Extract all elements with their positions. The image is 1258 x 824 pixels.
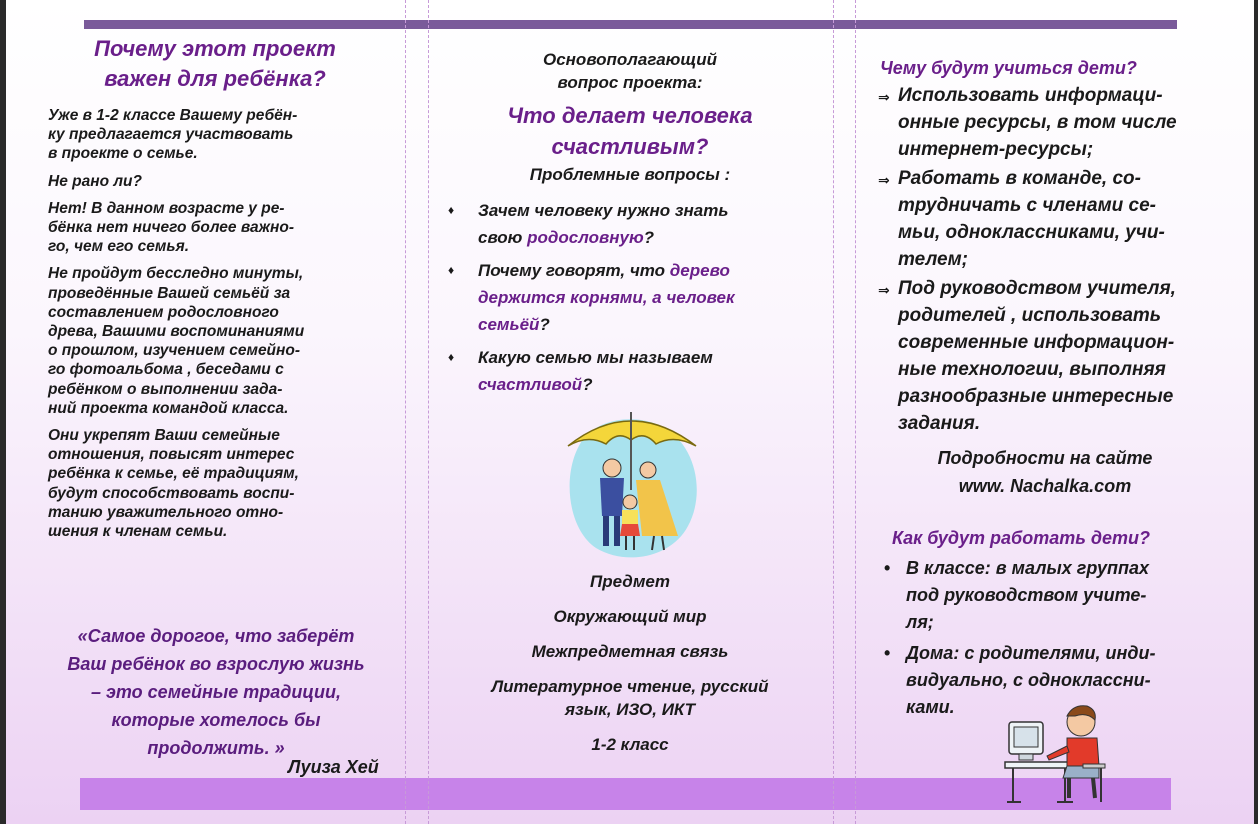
quote-line: Ваш ребёнок во взрослую жизнь bbox=[67, 654, 365, 674]
text-line: Они укрепят Ваши семейные bbox=[48, 427, 280, 445]
list-item bbox=[878, 555, 1208, 636]
text-line: онные ресурсы, в том числе bbox=[898, 112, 1177, 133]
window-frame-right bbox=[1254, 0, 1258, 824]
problem-questions-title: Проблемные вопросы : bbox=[529, 165, 731, 184]
text-line: Не пройдут бесследно минуты, bbox=[48, 265, 304, 283]
grade-level: 1-2 класс bbox=[591, 735, 669, 754]
top-decorative-bar bbox=[84, 20, 1177, 29]
text-line: го, чем его семья. bbox=[48, 238, 190, 256]
text-segment: ? bbox=[582, 375, 593, 394]
text-line: интернет-ресурсы; bbox=[898, 139, 1094, 160]
text-line: Работать в команде, со- bbox=[898, 168, 1141, 189]
text-line: Не рано ли? bbox=[48, 172, 142, 190]
quote-author: Луиза Хей bbox=[288, 757, 379, 777]
website-link[interactable]: www. Nachalka.com bbox=[958, 476, 1132, 496]
text-line: ний проекта командой класса. bbox=[48, 399, 289, 417]
text-line: Под руководством учителя, bbox=[898, 278, 1176, 299]
text-line: го фотоальбома , беседами с bbox=[48, 361, 284, 379]
text-line: Какую семью мы называем bbox=[478, 348, 713, 367]
work-format-title: Как будут работать дети? bbox=[892, 528, 1151, 548]
list-item bbox=[448, 257, 808, 338]
text-segment: свою bbox=[478, 228, 528, 247]
highlight-word: дерево bbox=[669, 261, 730, 280]
text-line: видуально, с одноклассни- bbox=[906, 670, 1151, 690]
arrow-icon: ⇒ bbox=[878, 89, 890, 105]
text-line: В классе: в малых группах bbox=[906, 558, 1149, 578]
quote-line: «Самое дорогое, что заберёт bbox=[77, 626, 355, 646]
learning-goals-list bbox=[878, 82, 1208, 439]
highlight-word: счастливой bbox=[478, 375, 583, 394]
quote-line: продолжить. » bbox=[147, 738, 285, 758]
website-label: Подробности на сайте bbox=[937, 448, 1153, 468]
text-segment: Почему говорят, что bbox=[478, 261, 670, 280]
intro-line: Основополагающий bbox=[542, 50, 718, 69]
text-line: современные информацион- bbox=[898, 332, 1175, 353]
text-line: родителей , использовать bbox=[898, 305, 1162, 326]
text-line: древа, Вашими воспоминаниями bbox=[48, 323, 305, 341]
text-line: Использовать информаци- bbox=[898, 85, 1163, 106]
interdisciplinary-label: Межпредметная связь bbox=[531, 642, 729, 661]
text-line: будут способствовать воспи- bbox=[48, 484, 295, 502]
text-line: Дома: с родителями, инди- bbox=[906, 643, 1156, 663]
text-line: мьи, одноклассниками, учи- bbox=[898, 222, 1165, 243]
text-line: ребёнка к семье, её традициям, bbox=[48, 465, 299, 483]
text-line: трудничать с членами се- bbox=[898, 195, 1157, 216]
list-item bbox=[878, 82, 1208, 163]
learning-goals-title: Чему будут учиться дети? bbox=[880, 58, 1137, 78]
diamond-bullet-icon: ♦ bbox=[448, 350, 455, 364]
text-line: разнообразные интересные bbox=[898, 386, 1174, 407]
text-line: задания. bbox=[898, 413, 981, 434]
text-line: Нет! В данном возрасте у ре- bbox=[48, 199, 285, 217]
diamond-bullet-icon: ♦ bbox=[448, 263, 455, 277]
highlight-phrase: держится корнями, а человек bbox=[478, 288, 735, 307]
text-line: под руководством учите- bbox=[906, 585, 1147, 605]
interdisciplinary-value bbox=[430, 675, 830, 721]
fold-line bbox=[428, 0, 429, 824]
fold-line bbox=[855, 0, 856, 824]
subject-info bbox=[430, 570, 830, 768]
key-question bbox=[430, 100, 830, 162]
arrow-icon: ⇒ bbox=[878, 172, 890, 188]
text-line: в проекте о семье. bbox=[48, 145, 198, 163]
text-line: телем; bbox=[898, 249, 968, 270]
fold-line bbox=[833, 0, 834, 824]
quote-line: которые хотелось бы bbox=[111, 710, 321, 730]
list-item bbox=[448, 344, 808, 398]
text-line: проведённые Вашей семьёй за bbox=[48, 284, 291, 302]
text-line: составлением родословного bbox=[48, 303, 279, 321]
website-info bbox=[870, 444, 1220, 500]
problem-questions-list bbox=[448, 197, 808, 404]
intro-line: вопрос проекта: bbox=[557, 73, 703, 92]
text-line: о прошлом, изучением семейно- bbox=[48, 342, 301, 360]
quote-line: – это семейные традиции, bbox=[90, 682, 342, 702]
subject-value: Окружающий мир bbox=[553, 607, 707, 626]
question-line: счастливым? bbox=[551, 134, 709, 159]
text-line: язык, ИЗО, ИКТ bbox=[565, 700, 695, 719]
paragraph bbox=[48, 426, 398, 541]
list-item bbox=[448, 197, 808, 251]
window-frame-left bbox=[0, 0, 6, 824]
left-panel-title bbox=[30, 34, 400, 94]
text-line: бёнка нет ничего более важно- bbox=[48, 219, 295, 237]
text-line: ля; bbox=[906, 612, 934, 632]
text-line: ками. bbox=[906, 697, 955, 717]
diamond-bullet-icon: ♦ bbox=[448, 203, 455, 217]
title-line: Почему этот проект bbox=[94, 36, 336, 61]
text-line: отношения, повысят интерес bbox=[48, 446, 295, 464]
family-quote bbox=[30, 622, 402, 762]
list-item bbox=[878, 275, 1208, 437]
paragraph bbox=[48, 199, 398, 257]
kid-at-computer-illustration bbox=[1003, 702, 1113, 806]
title-line: важен для ребёнка? bbox=[104, 66, 326, 91]
family-umbrella-illustration bbox=[556, 398, 706, 558]
paragraph bbox=[48, 106, 398, 164]
text-line: ные технологии, выполняя bbox=[898, 359, 1166, 380]
highlight-word: семьёй bbox=[478, 315, 540, 334]
subject-label: Предмет bbox=[590, 572, 670, 591]
text-line: Уже в 1-2 классе Вашему ребён- bbox=[48, 107, 298, 124]
text-line: ку предлагается участвовать bbox=[48, 126, 294, 144]
text-line: шения к членам семьи. bbox=[48, 523, 228, 541]
fold-line bbox=[405, 0, 406, 824]
question-line: Что делает человека bbox=[507, 103, 753, 128]
list-item bbox=[878, 165, 1208, 273]
paragraph bbox=[48, 264, 398, 418]
arrow-icon: ⇒ bbox=[878, 282, 890, 298]
bullet-icon: • bbox=[884, 643, 891, 663]
text-line: Зачем человеку нужно знать bbox=[478, 201, 729, 220]
text-line: ребёнком о выполнении зада- bbox=[48, 380, 283, 398]
text-line: танию уважительного отно- bbox=[48, 503, 284, 521]
work-format-list bbox=[878, 555, 1208, 725]
left-panel-text bbox=[48, 106, 398, 549]
paragraph bbox=[48, 172, 398, 191]
key-question-intro bbox=[430, 48, 830, 94]
text-segment: ? bbox=[539, 315, 550, 334]
bullet-icon: • bbox=[884, 558, 891, 578]
text-segment: ? bbox=[643, 228, 655, 247]
highlight-word: родословную bbox=[527, 228, 644, 247]
text-line: Литературное чтение, русский bbox=[491, 677, 769, 696]
